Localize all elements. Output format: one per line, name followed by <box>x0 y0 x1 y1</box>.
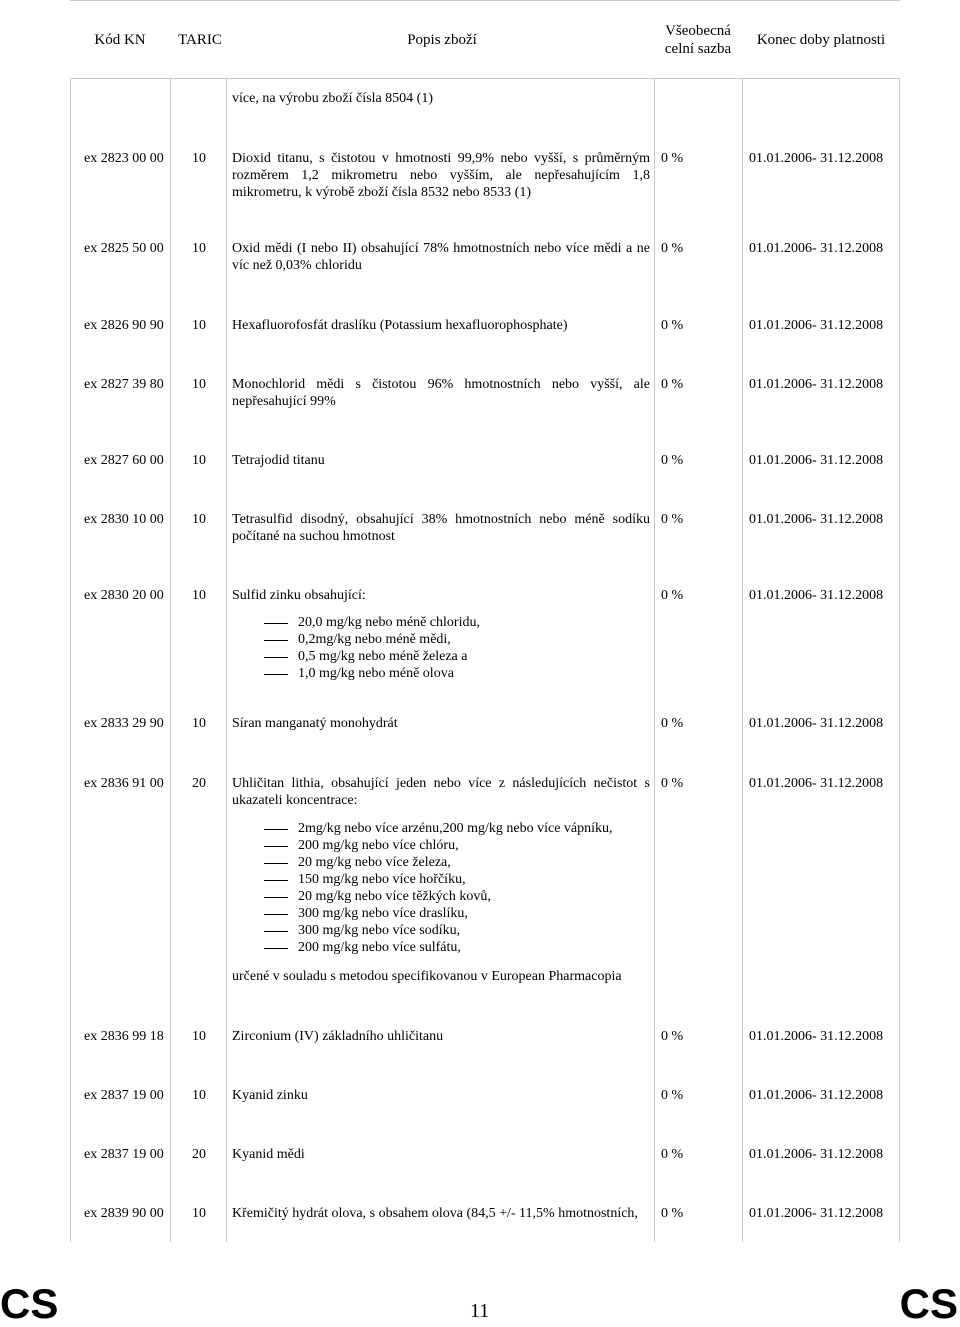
description: Hexafluorofosfát draslíku (Potassium hexafluorophosphate) <box>232 318 568 333</box>
kn-code: ex 2830 10 00 <box>84 512 164 527</box>
description: Zirconium (IV) základního uhličitanu <box>232 1029 444 1044</box>
description: Dioxid titanu, s čistotou v hmotnosti 99,9% nebo vyšší, s průměrným rozměrem 1,2 mikrometru nebo vyšším, ale nepřesahujícím 1,8 mikrometru, k výrobě zboží čísla 8532 nebo 8533 (1) <box>232 151 650 200</box>
description: Kyanid mědi <box>232 1147 305 1162</box>
header-duty: Všeobecná celní sazba <box>654 1 742 79</box>
description: Tetrajodid titanu <box>232 453 325 468</box>
kn-code: ex 2833 29 90 <box>84 716 164 731</box>
taric-code: 10 <box>192 588 206 603</box>
taric-code: 10 <box>192 318 206 333</box>
kn-code: ex 2836 99 18 <box>84 1029 164 1044</box>
taric-code: 10 <box>192 512 206 527</box>
kn-code: ex 2839 90 00 <box>84 1206 164 1221</box>
duty-rate: 0 % <box>661 512 684 527</box>
header-taric: TARIC <box>170 1 230 79</box>
validity-period: 01.01.2006- 31.12.2008 <box>749 453 884 468</box>
taric-code: 10 <box>192 453 206 468</box>
description: Kyanid zinku <box>232 1088 308 1103</box>
validity-period: 01.01.2006- 31.12.2008 <box>749 716 884 731</box>
description: Monochlorid mědi s čistotou 96% hmotnostních nebo vyšší, ale nepřesahující 99% <box>232 377 650 409</box>
duty-rate: 0 % <box>661 588 684 603</box>
description: Uhličitan lithia, obsahující jeden nebo více z následujících nečistot s ukazateli koncentrace: <box>232 776 650 808</box>
taric-code: 20 <box>192 1147 206 1162</box>
taric-code: 10 <box>192 377 206 392</box>
kn-code: ex 2825 50 00 <box>84 241 164 256</box>
duty-rate: 0 % <box>661 1029 684 1044</box>
duty-rate: 0 % <box>661 1088 684 1103</box>
validity-period: 01.01.2006- 31.12.2008 <box>749 512 884 527</box>
duty-rate: 0 % <box>661 241 684 256</box>
duty-rate: 0 % <box>661 151 684 166</box>
validity-period: 01.01.2006- 31.12.2008 <box>749 377 884 392</box>
validity-period: 01.01.2006- 31.12.2008 <box>749 1147 884 1162</box>
description: Tetrasulfid disodný, obsahující 38% hmotnostních nebo méně sodíku počítané na suchou hmotnost <box>232 512 650 544</box>
duty-rate: 0 % <box>661 1206 684 1221</box>
page-number: 11 <box>470 1300 490 1322</box>
footer-language-right: CS <box>899 1280 958 1327</box>
description-tail: určené v souladu s metodou specifikovanou v European Pharmacopia <box>232 969 622 984</box>
kn-code: ex 2827 39 80 <box>84 377 164 392</box>
kn-code: ex 2830 20 00 <box>84 588 164 603</box>
validity-period: 01.01.2006- 31.12.2008 <box>749 776 884 791</box>
validity-period: 01.01.2006- 31.12.2008 <box>749 1206 884 1221</box>
description: Sulfid zinku obsahující: <box>232 588 366 603</box>
validity-period: 01.01.2006- 31.12.2008 <box>749 318 884 333</box>
kn-code: ex 2837 19 00 <box>84 1088 164 1103</box>
kn-code: ex 2823 00 00 <box>84 151 164 166</box>
taric-code: 10 <box>192 1088 206 1103</box>
duty-rate: 0 % <box>661 453 684 468</box>
validity-period: 01.01.2006- 31.12.2008 <box>749 151 884 166</box>
footer-language-left: CS <box>0 1280 59 1327</box>
table-header <box>70 0 900 79</box>
description: Křemičitý hydrát olova, s obsahem olova (84,5 +/- 11,5% hmotnostních, <box>232 1206 638 1221</box>
validity-period: 01.01.2006- 31.12.2008 <box>749 588 884 603</box>
duty-rate: 0 % <box>661 1147 684 1162</box>
taric-code: 10 <box>192 1206 206 1221</box>
intro-text: více, na výrobu zboží čísla 8504 (1) <box>232 91 433 106</box>
header-desc: Popis zboží <box>230 1 654 79</box>
taric-code: 10 <box>192 1029 206 1044</box>
validity-period: 01.01.2006- 31.12.2008 <box>749 241 884 256</box>
taric-code: 10 <box>192 151 206 166</box>
kn-code: ex 2837 19 00 <box>84 1147 164 1162</box>
duty-rate: 0 % <box>661 377 684 392</box>
duty-rate: 0 % <box>661 776 684 791</box>
kn-code: ex 2826 90 90 <box>84 318 164 333</box>
header-end: Konec doby platnosti <box>742 1 900 79</box>
duty-rate: 0 % <box>661 716 684 731</box>
taric-code: 10 <box>192 241 206 256</box>
kn-code: ex 2827 60 00 <box>84 453 164 468</box>
validity-period: 01.01.2006- 31.12.2008 <box>749 1088 884 1103</box>
duty-rate: 0 % <box>661 318 684 333</box>
description: Oxid mědi (I nebo II) obsahující 78% hmotnostních nebo více mědi a ne víc než 0,03% chloridu <box>232 241 650 273</box>
kn-code: ex 2836 91 00 <box>84 776 164 791</box>
taric-code: 20 <box>192 776 206 791</box>
document-page: Kód KN TARIC Popis zboží Všeobecná celní sazba Konec doby platnosti více, na výrobu zboží čísla 8504 (1) ex 2823 00 00 10 Dioxid titanu, s čistotou v hmotnosti 99,9% nebo vyšší, s průměrným rozměrem 1,2 mikrometru nebo vyšším, ale nepřesahujícím 1,8 mikrometru, k výrobě zboží čísla 8532 nebo 8533 (1) 0 % 01.01.2006- 31.12.2008 ex 2825 50 00 10 Oxid mědi (I nebo II) obsahující 78% hmotnostních nebo více mědi a ne víc než 0,03% chloridu 0 % 01.01.2006- 31.12.2008 ex 2826 90 90 10 Hexafluorofosfát draslíku (Potassium hexafluorophosphate) 0 % 01.01.2006- 31.12.2008 ex 2827 39 80 10 Monochlorid mědi s čistotou 96% hmotnostních nebo vyšší, ale nepřesahující 99% 0 % 01.01.2006- 31.12.2008 ex 2827 60 00 10 Tetrajodid titanu 0 % 01.01.2006- 31.12.2008 ex 2830 10 00 10 Tetrasulfid disodný, obsahující 38% hmotnostních nebo méně sodíku počítané na suchou hmotnost 0 % 01.01.2006- 31.12.2008 ex 2830 20 00 10 Sulfid zinku obsahující: 0 % 01.01.2006- 31.12.2008 20,0 mg/kg nebo méně chloridu, 0,2mg/kg nebo méně mědi, 0,5 mg/kg nebo méně železa a 1,0 mg/kg nebo méně olova ex 2833 29 90 10 Síran manganatý monohydrát 0 % 01.01.2006- 31.12.2008 ex 2836 91 00 20 Uhličitan lithia, obsahující jeden nebo více z následujících nečistot s ukazateli koncentrace: 0 % 01.01.2006- 31.12.2008 2mg/kg nebo více arzénu,200 mg/kg nebo více vápníku, 200 mg/kg nebo více chlóru, 20 mg/kg nebo více železa, 150 mg/kg nebo více hořčíku, 20 mg/kg nebo více těžkých kovů, 300 mg/kg nebo více draslíku, 300 mg/kg nebo více sodíku, 200 mg/kg nebo více sulfátu, určené v souladu s metodou specifikovanou v European Pharmacopia ex 2836 99 18 10 Zirconium (IV) základního uhličitanu 0 % 01.01.2006- 31.12.2008 ex 2837 19 00 10 Kyanid zinku 0 % 01.01.2006- 31.12.2008 ex 2837 19 00 20 Kyanid mědi 0 % 01.01.2006- 31.12.2008 ex 2839 90 00 10 Křemičitý hydrát olova, s obsahem olova (84,5 +/- 11,5% hmotnostních, 0 % 01.01.2006- 31.12.2008 CS 11 CS <box>0 0 960 1323</box>
validity-period: 01.01.2006- 31.12.2008 <box>749 1029 884 1044</box>
header-kn: Kód KN <box>70 1 170 79</box>
description: Síran manganatý monohydrát <box>232 716 398 731</box>
taric-code: 10 <box>192 716 206 731</box>
